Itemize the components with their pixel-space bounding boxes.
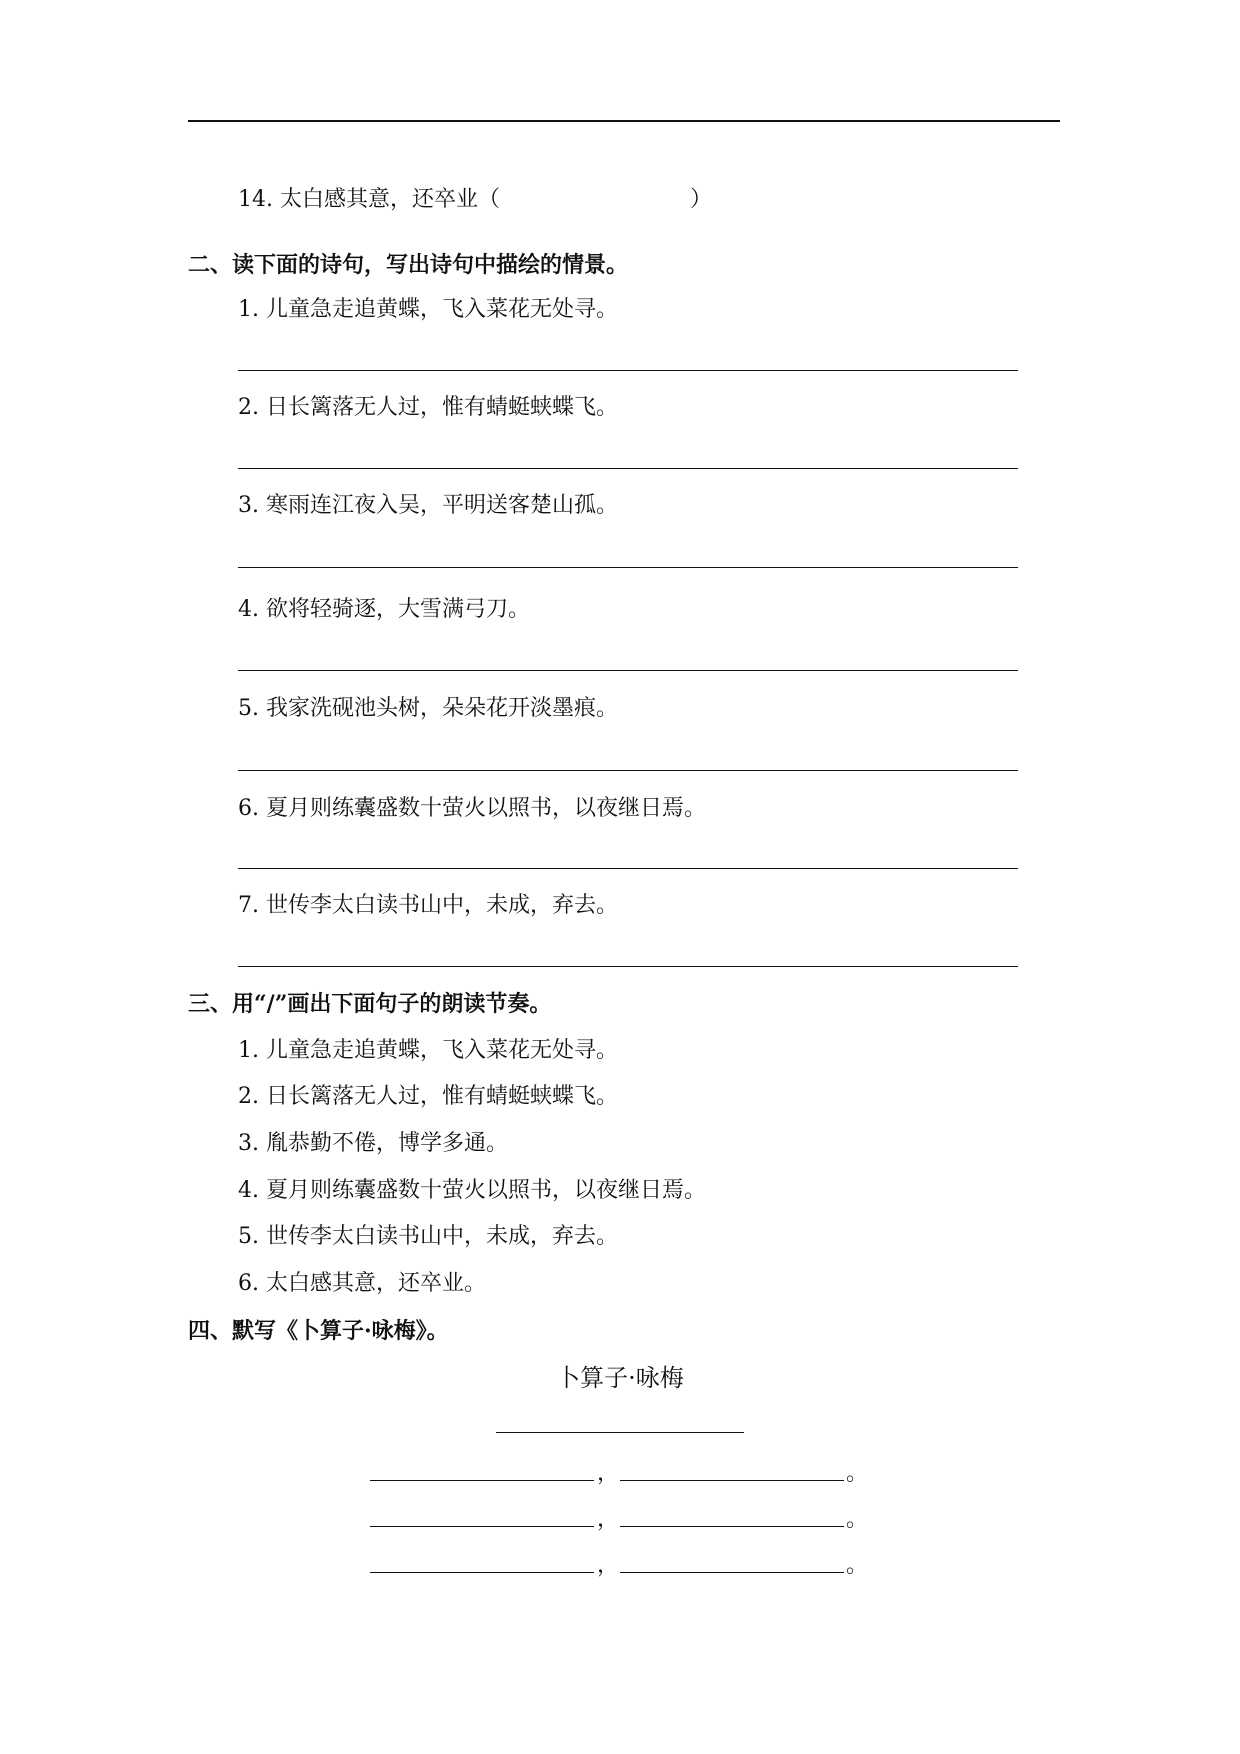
author-line[interactable] (496, 1432, 744, 1433)
section-3-item-2: 2. 日长篱落无人过，惟有蜻蜓蛱蝶飞。 (238, 1084, 618, 1109)
section-2-item-2: 2. 日长篱落无人过，惟有蜻蜓蛱蝶飞。 (238, 395, 618, 420)
poem-line-2-b[interactable] (620, 1526, 844, 1527)
answer-line-1[interactable] (238, 370, 1018, 371)
header-rule (188, 120, 1060, 122)
comma: ， (597, 1507, 620, 1532)
poem-line-2-a[interactable] (370, 1526, 594, 1527)
poem-line-3-b[interactable] (620, 1572, 844, 1573)
answer-line-2[interactable] (238, 468, 1018, 469)
period: 。 (846, 1553, 869, 1578)
section-2-item-7: 7. 世传李太白读书山中，未成，弃去。 (238, 893, 618, 918)
poem-line-1-b[interactable] (620, 1480, 844, 1481)
answer-line-6[interactable] (238, 868, 1018, 869)
section-3-item-5: 5. 世传李太白读书山中，未成，弃去。 (238, 1224, 618, 1249)
poem-line-3-a[interactable] (370, 1572, 594, 1573)
section-2-item-4: 4. 欲将轻骑逐，大雪满弓刀。 (238, 597, 530, 622)
period: 。 (846, 1507, 869, 1532)
answer-line-5[interactable] (238, 770, 1018, 771)
comma: ， (597, 1461, 620, 1486)
comma: ， (597, 1553, 620, 1578)
section-2-item-6: 6. 夏月则练囊盛数十萤火以照书，以夜继日焉。 (238, 796, 706, 821)
question-14 (238, 185, 712, 215)
section-3-title: 三、用“/”画出下面句子的朗读节奏。 (188, 991, 552, 1017)
period: 。 (846, 1461, 869, 1486)
section-3-item-6: 6. 太白感其意，还卒业。 (238, 1271, 486, 1296)
section-2-item-5: 5. 我家洗砚池头树，朵朵花开淡墨痕。 (238, 696, 618, 721)
close-paren: ） (689, 187, 712, 212)
section-3-item-3: 3. 胤恭勤不倦，博学多通。 (238, 1131, 508, 1156)
section-2-item-1: 1. 儿童急走追黄蝶，飞入菜花无处寻。 (238, 297, 618, 322)
poem-line-1-a[interactable] (370, 1480, 594, 1481)
answer-line-7[interactable] (238, 966, 1018, 967)
poem-title: 卜算子·咏梅 (556, 1364, 684, 1392)
question-14-text: 14. 太白感其意，还卒业（ (238, 187, 500, 212)
answer-line-4[interactable] (238, 670, 1018, 671)
answer-line-3[interactable] (238, 567, 1018, 568)
section-2-title: 二、读下面的诗句，写出诗句中描绘的情景。 (188, 252, 629, 278)
section-3-item-4: 4. 夏月则练囊盛数十萤火以照书，以夜继日焉。 (238, 1178, 706, 1203)
section-4-title: 四、默写《卜算子·咏梅》。 (188, 1318, 449, 1344)
section-3-item-1: 1. 儿童急走追黄蝶，飞入菜花无处寻。 (238, 1038, 618, 1063)
section-2-item-3: 3. 寒雨连江夜入吴，平明送客楚山孤。 (238, 493, 618, 518)
